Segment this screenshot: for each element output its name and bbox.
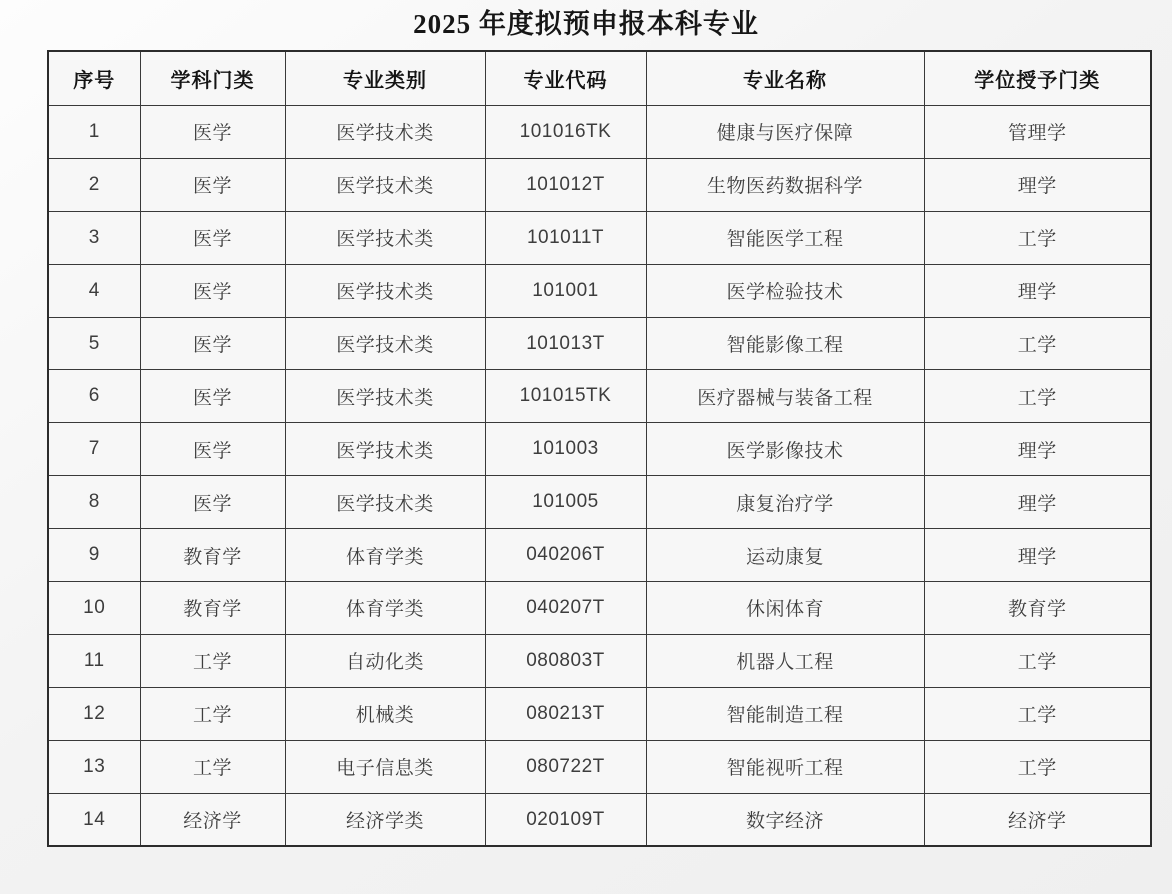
cell-discipline: 工学 [140,687,285,740]
table-row [48,634,1151,687]
table-row [48,423,1151,476]
cell-degree: 教育学 [924,582,1151,635]
cell-discipline: 医学 [140,264,285,317]
cell-major-name: 康复治疗学 [646,476,924,529]
cell-category: 医学技术类 [285,264,485,317]
cell-serial: 7 [48,423,140,476]
cell-category: 经济学类 [285,793,485,846]
cell-degree: 工学 [924,317,1151,370]
cell-code: 101001 [485,264,646,317]
table-row [48,158,1151,211]
cell-category: 医学技术类 [285,158,485,211]
cell-degree: 管理学 [924,106,1151,159]
cell-code: 101012T [485,158,646,211]
majors-table [47,50,1152,847]
cell-major-name: 休闲体育 [646,582,924,635]
cell-discipline: 经济学 [140,793,285,846]
cell-serial: 8 [48,476,140,529]
table-row [48,476,1151,529]
cell-code: 080722T [485,740,646,793]
cell-degree: 理学 [924,529,1151,582]
cell-code: 080803T [485,634,646,687]
cell-serial: 4 [48,264,140,317]
cell-major-name: 医学检验技术 [646,264,924,317]
cell-serial: 14 [48,793,140,846]
cell-major-name: 医疗器械与装备工程 [646,370,924,423]
cell-degree: 工学 [924,370,1151,423]
col-header-degree: 学位授予门类 [924,51,1151,106]
cell-degree: 理学 [924,264,1151,317]
cell-category: 电子信息类 [285,740,485,793]
cell-category: 医学技术类 [285,370,485,423]
cell-discipline: 医学 [140,106,285,159]
cell-discipline: 工学 [140,634,285,687]
cell-discipline: 医学 [140,211,285,264]
cell-discipline: 医学 [140,423,285,476]
table-body [48,106,1151,847]
col-header-discipline: 学科门类 [140,51,285,106]
cell-category: 医学技术类 [285,211,485,264]
cell-category: 医学技术类 [285,423,485,476]
cell-serial: 11 [48,634,140,687]
cell-degree: 工学 [924,211,1151,264]
table-header-row [48,51,1151,106]
cell-code: 101003 [485,423,646,476]
cell-code: 101005 [485,476,646,529]
cell-major-name: 运动康复 [646,529,924,582]
cell-major-name: 健康与医疗保障 [646,106,924,159]
cell-serial: 3 [48,211,140,264]
cell-major-name: 医学影像技术 [646,423,924,476]
cell-major-name: 智能视听工程 [646,740,924,793]
cell-category: 体育学类 [285,529,485,582]
cell-code: 040206T [485,529,646,582]
cell-serial: 1 [48,106,140,159]
cell-serial: 10 [48,582,140,635]
col-header-serial: 序号 [48,51,140,106]
cell-major-name: 生物医药数据科学 [646,158,924,211]
cell-discipline: 教育学 [140,529,285,582]
cell-category: 医学技术类 [285,106,485,159]
cell-code: 040207T [485,582,646,635]
col-header-category: 专业类别 [285,51,485,106]
cell-major-name: 智能影像工程 [646,317,924,370]
table-row [48,370,1151,423]
table-row [48,582,1151,635]
cell-serial: 12 [48,687,140,740]
cell-discipline: 医学 [140,158,285,211]
cell-serial: 9 [48,529,140,582]
cell-category: 体育学类 [285,582,485,635]
cell-code: 080213T [485,687,646,740]
table-row [48,317,1151,370]
table-row [48,740,1151,793]
cell-category: 医学技术类 [285,476,485,529]
cell-category: 医学技术类 [285,317,485,370]
cell-category: 机械类 [285,687,485,740]
cell-serial: 2 [48,158,140,211]
cell-degree: 工学 [924,740,1151,793]
cell-serial: 6 [48,370,140,423]
cell-discipline: 医学 [140,370,285,423]
cell-serial: 13 [48,740,140,793]
page-title: 2025 年度拟预申报本科专业 [413,9,759,39]
cell-degree: 理学 [924,423,1151,476]
cell-degree: 经济学 [924,793,1151,846]
cell-major-name: 机器人工程 [646,634,924,687]
cell-discipline: 医学 [140,317,285,370]
col-header-major-name: 专业名称 [646,51,924,106]
cell-category: 自动化类 [285,634,485,687]
cell-code: 101011T [485,211,646,264]
cell-code: 020109T [485,793,646,846]
cell-code: 101013T [485,317,646,370]
table-row [48,211,1151,264]
cell-degree: 理学 [924,476,1151,529]
cell-discipline: 医学 [140,476,285,529]
cell-degree: 理学 [924,158,1151,211]
cell-code: 101016TK [485,106,646,159]
cell-major-name: 智能医学工程 [646,211,924,264]
cell-major-name: 智能制造工程 [646,687,924,740]
cell-serial: 5 [48,317,140,370]
table-row [48,529,1151,582]
table-row [48,106,1151,159]
cell-degree: 工学 [924,687,1151,740]
cell-discipline: 工学 [140,740,285,793]
cell-degree: 工学 [924,634,1151,687]
col-header-code: 专业代码 [485,51,646,106]
table-row [48,793,1151,846]
cell-code: 101015TK [485,370,646,423]
cell-major-name: 数字经济 [646,793,924,846]
table-row [48,687,1151,740]
cell-discipline: 教育学 [140,582,285,635]
table-row [48,264,1151,317]
